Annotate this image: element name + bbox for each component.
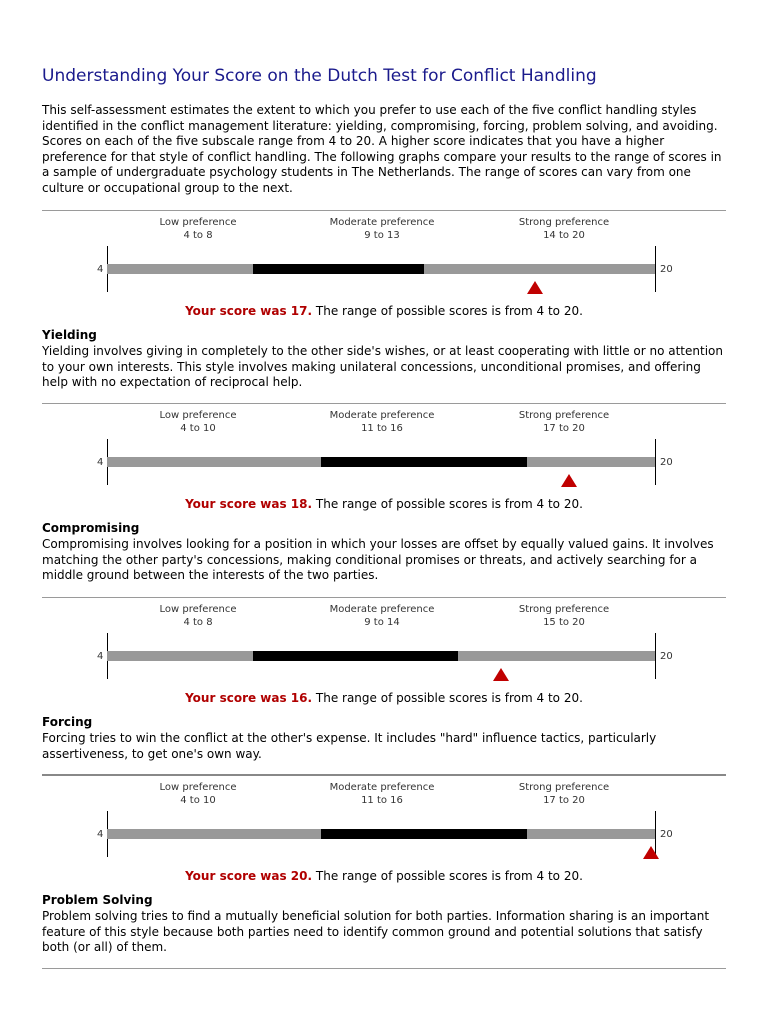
score-marker-icon bbox=[493, 668, 509, 681]
section-title-forcing: Forcing bbox=[42, 715, 93, 729]
section-description-problem-solving: Problem solving tries to find a mutually beneficial solution for both parties. Information sharing is an important feature of this style because both parties need to identify common ground and potential solutions that satisfy both (or all) of them. bbox=[42, 909, 710, 955]
score-text: Your score was 20. bbox=[185, 869, 313, 883]
score-text: Your score was 17. bbox=[185, 304, 313, 318]
low-preference-label: Low preference 4 to 10 bbox=[159, 410, 237, 434]
score-line bbox=[42, 691, 726, 705]
low-preference-label: Low preference 4 to 8 bbox=[159, 604, 237, 628]
score-range-text: The range of possible scores is from 4 to 20. bbox=[315, 304, 583, 318]
divider bbox=[42, 597, 726, 598]
low-preference-label: Low preference 4 to 10 bbox=[159, 782, 237, 806]
score-marker-icon bbox=[527, 281, 543, 294]
score-line bbox=[42, 497, 726, 511]
divider bbox=[42, 968, 726, 969]
moderate-range-bar bbox=[321, 829, 527, 839]
scale-min-label: 4 bbox=[97, 829, 104, 840]
strong-preference-label: Strong preference 17 to 20 bbox=[518, 410, 610, 434]
divider bbox=[42, 774, 726, 776]
score-marker-icon bbox=[643, 846, 659, 859]
section-title-problem-solving: Problem Solving bbox=[42, 893, 153, 907]
score-text: Your score was 18. bbox=[185, 497, 313, 511]
scale-max-label: 20 bbox=[660, 651, 673, 662]
score-line bbox=[42, 869, 726, 883]
strong-preference-label: Strong preference 15 to 20 bbox=[518, 604, 610, 628]
scale-max-label: 20 bbox=[660, 457, 673, 468]
section-title-yielding: Yielding bbox=[42, 328, 97, 342]
moderate-range-bar bbox=[253, 264, 424, 274]
moderate-range-bar bbox=[253, 651, 459, 661]
scale-max-label: 20 bbox=[660, 829, 673, 840]
score-scale bbox=[42, 603, 726, 708]
intro-paragraph: This self-assessment estimates the extent to which you prefer to use each of the five conflict handling styles identified in the conflict management literature: yielding, compromising, forcing, problem solving, and avoiding. Scores on each of the five subscale range from 4 to 20. A higher score indicates that you have a higher preference for that style of conflict handling. The following graphs compare your results to the range of scores in a sample of undergraduate psychology students in The Netherlands. The range of scores can vary from one culture or occupational group to the next. bbox=[42, 103, 722, 195]
strong-preference-label: Strong preference 17 to 20 bbox=[518, 782, 610, 806]
section-description-compromising: Compromising involves looking for a position in which your losses are offset by equally valued gains. It involves matching the other party's concessions, making conditional promises or threats, and actively searching for a middle ground between the interests of the two parties. bbox=[42, 537, 714, 583]
page-title: Understanding Your Score on the Dutch Test for Conflict Handling bbox=[42, 66, 597, 86]
score-range-text: The range of possible scores is from 4 to 20. bbox=[315, 497, 583, 511]
divider bbox=[42, 403, 726, 404]
moderate-preference-label: Moderate preference 9 to 14 bbox=[329, 604, 435, 628]
score-marker-icon bbox=[561, 474, 577, 487]
strong-preference-label: Strong preference 14 to 20 bbox=[518, 217, 610, 241]
score-scale bbox=[42, 409, 726, 514]
score-scale bbox=[42, 781, 726, 886]
score-text: Your score was 16. bbox=[185, 691, 313, 705]
low-preference-label: Low preference 4 to 8 bbox=[159, 217, 237, 241]
score-range-text: The range of possible scores is from 4 to 20. bbox=[315, 691, 583, 705]
scale-right-tick bbox=[655, 633, 656, 679]
moderate-preference-label: Moderate preference 9 to 13 bbox=[329, 217, 435, 241]
divider bbox=[42, 210, 726, 211]
section-description-forcing: Forcing tries to win the conflict at the other's expense. It includes "hard" influence tactics, particularly assertiveness, to get one's own way. bbox=[42, 731, 657, 761]
score-scale bbox=[42, 216, 726, 321]
moderate-preference-label: Moderate preference 11 to 16 bbox=[329, 782, 435, 806]
scale-min-label: 4 bbox=[97, 651, 104, 662]
moderate-preference-label: Moderate preference 11 to 16 bbox=[329, 410, 435, 434]
score-line bbox=[42, 304, 726, 318]
section-description-yielding: Yielding involves giving in completely to the other side's wishes, or at least cooperating with little or no attention to your own interests. This style involves making unilateral concessions, unconditional promises, and offering help with no expectation of reciprocal help. bbox=[42, 344, 723, 390]
moderate-range-bar bbox=[321, 457, 527, 467]
score-range-text: The range of possible scores is from 4 to 20. bbox=[315, 869, 583, 883]
scale-right-tick bbox=[655, 439, 656, 485]
scale-right-tick bbox=[655, 246, 656, 292]
scale-min-label: 4 bbox=[97, 457, 104, 468]
section-title-compromising: Compromising bbox=[42, 521, 140, 535]
scale-max-label: 20 bbox=[660, 264, 673, 275]
scale-min-label: 4 bbox=[97, 264, 104, 275]
